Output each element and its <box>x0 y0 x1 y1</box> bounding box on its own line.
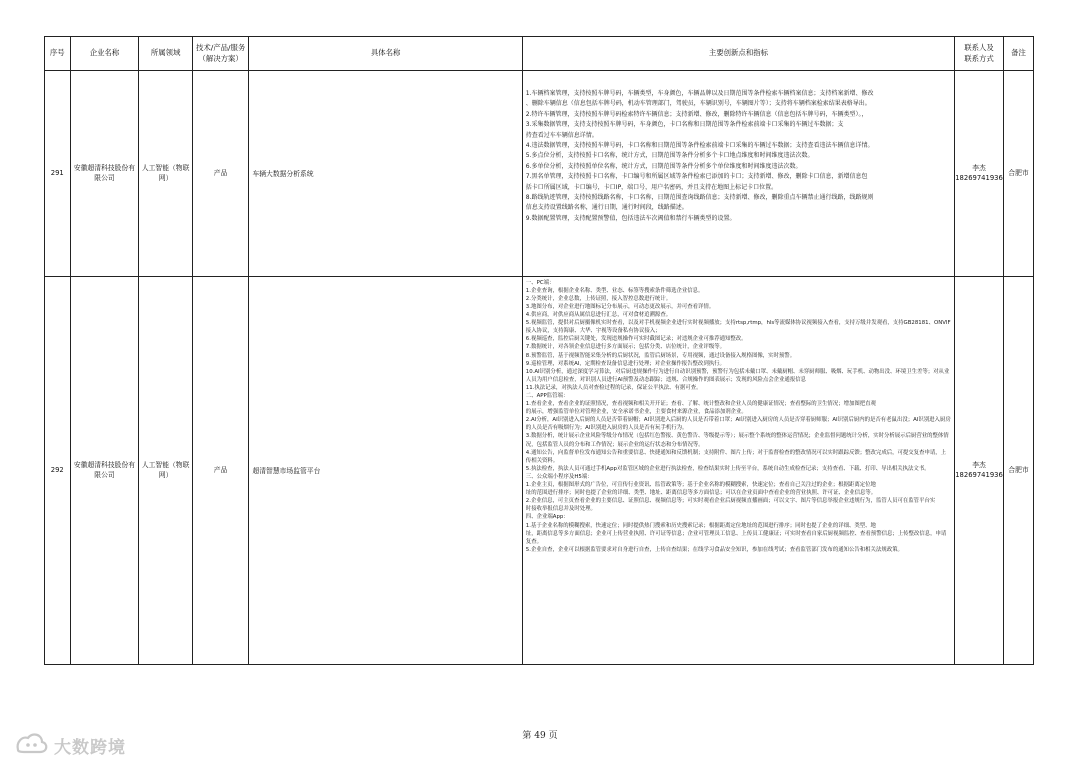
detail-line: 9.巡检管理，对系统AI，定期检查设备信息进行处理；对企业操作报告整改到执行。 <box>525 360 725 367</box>
detail-line: 6.视频巡查，监控后厨关键处，发现违规操作可实时截图记录；对违规企业可推荐通知整改。 <box>525 336 747 343</box>
detail-line: 1.查看企业，查看企业的证照情况，查看视频和相关开开证；查看、了解、统计整改和企业人员的健康证情况；查看整际的卫生情况；增加图把直观 <box>525 401 876 408</box>
detail-line: 3.采集数据管理，支持支持按照车牌号码，车身颜色，卡口名称和日期范围等条件检索前端卡口采集的车辆过车数据；支 <box>525 121 844 129</box>
detail-line: 4.通知公告，向监督单位发布通知公告和重要信息、快捷通知和反馈机制；支持附件、图片上传；对于监督检查的整改情况可以实时跟踪反馈；整改完成后，可提交复查申请，上传相关资料。 <box>525 449 947 464</box>
detail-line: 5.多点位分析，支持按照卡口名称，统计方式，日期范围等条件分析多个卡口地点维度和时间维度违法次数。 <box>525 152 814 160</box>
detail-line: 1.企业查询，根据企业名称、类型、业态、标签等搜索条件筛选企业信息。 <box>525 287 704 294</box>
detail-line: 2.特许车辆管理，支持按照车牌号码检索特许车辆信息；支持新增、修改，删除特许车辆信息（信息包括车牌号码，车辆类型）。， <box>525 110 868 118</box>
detail-line: 四、企业端App： <box>525 514 569 521</box>
contact-phone: 18269741936 <box>955 174 1003 183</box>
enterprise-table <box>44 36 1034 665</box>
detail-line: 址的范围进行排序；同时也提了企业的详细、类型、地址、距离信息等多方面信息；可以在企业页面中查看企业的营业执照、许可证、企业信息等。 <box>525 490 877 497</box>
detail-line: 1.基于企业名称的模糊搜索，快速定位；同时提供热门搜索和历史搜索记录；根据距离定位地址的范围进行排序；同时也提了企业的详细、类型、地 <box>525 522 876 529</box>
detail-line: 括卡口所属区域，卡口编号，卡口IP，端口号，用户名密码，并且支持在地图上标记卡口位置。 <box>525 183 778 191</box>
detail-line: 3.地图分布，对企业进行地图标记分布展示，可动态更改展示，并可查看详情。 <box>525 303 715 310</box>
detail-line: 11.执法记录，对执法人员对查检过程的记录，保证公平执法、有据可查。 <box>525 384 702 391</box>
row-seq: 292 <box>45 276 71 664</box>
detail-line: 3.数据分析，统计展示企业风险等级分布情况（包括红色警报、黄色警告、等级提示等）；展示整个系统的整体运营情况；企业监督问题统计分析，实时分析展示后厨营业的整体情况，包括监管人员的分布和工作情况；展示企业的运行状态和分布情况等。 <box>525 433 949 448</box>
row-contact <box>955 71 1004 277</box>
detail-line: 2.企业信息，可主页查看企业的主要信息、证照信息、视频信息等；可实时观看企业后厨视频直播画面；可以文字、图片等信息举报企业违规行为，监管人员可在监管平台实 <box>525 498 936 505</box>
detail-line: 8.预警监管，基于视频智能采集分析的后厨状况，监管后厨场景，专用视频，通过设备接入规格图像，实时预警。 <box>525 352 796 359</box>
contact-phone: 18269741936 <box>955 471 1003 480</box>
row-details <box>522 276 954 664</box>
detail-line: 4.违法数据管理，支持按照车牌号码，卡口名称和日期范围等条件检索前端卡口采集的车辆过车数据；支持查看违法车辆信息详情。 <box>525 142 874 150</box>
detail-line: 持查看过车车辆信息详情。 <box>525 131 598 139</box>
row-company: 安徽超清科技股份有限公司 <box>70 276 139 664</box>
detail-line: 2.AI分析，AI识别进入后厨的人员是否带着厨帽；AI识别进入后厨的人员是否带着口罩；AI识别进入厨房的人员是否穿着厨师服；AI识别后厨内的是否有老鼠出没；AI识别进入厨房的人员是否有吸烟行为；AI识别进入厨房的人员是否有玩手机行为。 <box>525 417 951 432</box>
header-contact: 联系人及 联系方式 <box>955 37 1004 71</box>
header-type: 技术/产品/服务 （解决方案） <box>192 37 249 71</box>
row-type: 产品 <box>192 71 249 277</box>
detail-line: 5.视频监管，提供对后厨摄像机实时查看，以及对手机视频企业进行实时视频播放；支持rtsp,rtmp，hls等流媒体协议视频接入查看，支持万级并发观看，支持GB28181、ONVIF接入协议，支持海康、大华、宇视等设备私有协议接入； <box>525 320 951 335</box>
detail-line: 1.车辆档案管理，支持按照车牌号码，车辆类型，车身颜色，车辆品牌以及日期范围等条件检索车辆档案信息；支持档案新增、修改 <box>525 90 874 97</box>
header-note: 备注 <box>1003 37 1033 71</box>
contact-name: 李杰 <box>972 460 986 469</box>
detail-line: 5.企业自查，企业可以根据监管要求对自身进行自查，上传自查结果；在线学习食品安全知识，参加在线考试；查看监管部门发布的通知公告和相关法规政策。 <box>525 546 903 553</box>
row-contact <box>955 276 1004 664</box>
details-list <box>523 277 954 662</box>
detail-line: 1.企业主页，根据图形式的广告位，可宣传行业资讯、监管政策等；基于企业名称的模糊搜索，快速定位；查看自己关注过的企业；根据距离定位地 <box>525 482 876 489</box>
table-row <box>45 276 1034 664</box>
watermark-logo-icon <box>14 730 50 758</box>
row-product-name: 车辆大数据分析系统 <box>249 71 522 277</box>
row-seq: 291 <box>45 71 71 277</box>
header-name: 具体名称 <box>249 37 522 71</box>
row-details <box>522 71 954 277</box>
detail-line: 时接收举报信息并及时处理。 <box>525 506 596 513</box>
watermark-text: 大数跨境 <box>54 738 126 758</box>
detail-line: 二、APP监管端： <box>525 393 569 399</box>
detail-line: 2.分类统计，企业总数，上传证照，接入智控总数进行统计。 <box>525 295 672 302</box>
row-field: 人工智能（物联网） <box>139 276 192 664</box>
detail-line: 10.AI识别分析，通过深度学习算法，对后厨违规操作行为进行自动识别预警，预警行为包括未戴口罩、未戴厨帽、未穿厨师服、吸烟、玩手机、动物出没、环境卫生差等；对从业人员为用户信息检查，对识别人员进行AI预警及动态跟踪；违规、合规操作的图表展示；发现的风险点会企业通报信息 <box>525 368 950 383</box>
header-seq: 序号 <box>45 37 71 71</box>
contact-name: 李杰 <box>972 163 986 172</box>
header-field: 所属领域 <box>139 37 192 71</box>
detail-line: 、删除车辆信息（信息包括车牌号码，机动车管理部门，驾驶员，车辆识别号，车辆图片等）；支持将车辆档案检索结果表格导出。 <box>525 100 871 108</box>
detail-line: 一、PC端： <box>525 279 555 286</box>
row-field: 人工智能（物联网） <box>139 71 192 277</box>
detail-line: 址，距离信息等多方面信息；企业可上传营业执照、许可证等信息；企业可管理员工信息、上传员工健康证；可实时查看自家后厨视频监控、查看预警信息；上传整改信息，申请复查。 <box>525 530 947 545</box>
detail-line: 5.执法检查，执法人员可通过手机App对监管区域的企业进行执法检查，检查结果实时上传至平台，系统自动生成检查记录；支持查看、下载、打印、导出相关执法文书。 <box>525 465 930 472</box>
details-list <box>523 71 954 274</box>
header-details: 主要创新点和指标 <box>522 37 954 71</box>
row-note: 合肥市 <box>1003 276 1033 664</box>
table-row <box>45 71 1034 277</box>
watermark <box>14 730 164 758</box>
detail-line: 信息支持设置线路名称，通行日期，通行时间段，线路描述。 <box>525 204 688 212</box>
row-product-name: 超清智慧市场监管平台 <box>249 276 522 664</box>
detail-line: 三、公众端小程序及H5端： <box>525 473 593 480</box>
row-type: 产品 <box>192 276 249 664</box>
detail-line: 7.数据统计，对各领企业信息进行多方面展示；包括分类、店位统计，企业评级等。 <box>525 344 726 351</box>
detail-line: 4.供应商，对供应商从属信息进行汇总，可对食材追溯源查。 <box>525 312 672 319</box>
table-header-row <box>45 37 1034 71</box>
detail-line: 7.黑名单管理，支持按照卡口名称，卡口编号和所属区域等条件检索已添加的卡口；支持新增、修改，删除卡口信息，新增信息包 <box>525 173 868 181</box>
detail-line: 9.数据配置管理，支持配置预警值，包括违法车次阈值和禁行车辆类型的设置。 <box>525 214 736 222</box>
row-company: 安徽超清科技股份有限公司 <box>70 71 139 277</box>
header-company: 企业名称 <box>70 37 139 71</box>
detail-line: 8.路线轨迹管理，支持按照线路名称，卡口名称，日期范围查询线路信息；支持新增、修改，删除重点车辆禁止通行线路，线路规则 <box>525 194 874 202</box>
page-number: 第 49 页 <box>522 731 558 741</box>
detail-line: 6.多单位分析，支持按照单位名称，统计方式，日期范围等条件分析多个单位维度和时间维度违法次数。 <box>525 162 802 170</box>
row-note: 合肥市 <box>1003 71 1033 277</box>
detail-line: 的展示，增强监管单位对管理企业，安全承诺书企业，主要食材来源企业，食品添加剂企业。 <box>525 409 747 416</box>
